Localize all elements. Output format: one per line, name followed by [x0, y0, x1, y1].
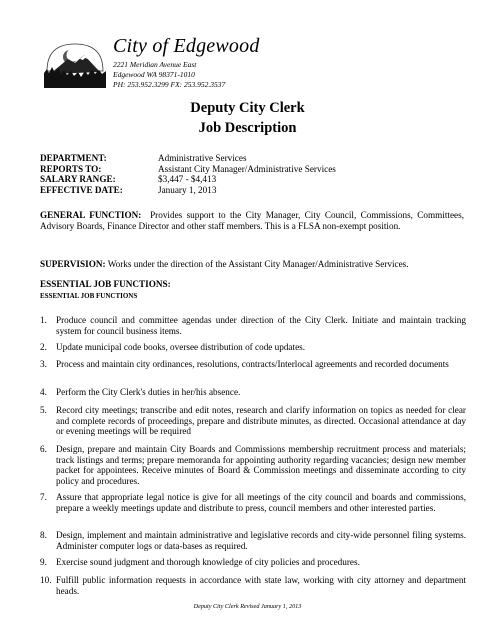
- address-line-street: 2221 Meridian Avenue East: [113, 60, 197, 69]
- job-info-table: [40, 153, 336, 195]
- list-item: [40, 405, 466, 437]
- supervision-label: SUPERVISION:: [40, 259, 106, 269]
- page-footer: Deputy City Clerk Revised January 1, 2013: [193, 603, 302, 610]
- info-value: $3,447 - $4,413: [158, 174, 217, 185]
- list-item: [40, 492, 466, 513]
- info-label: SALARY RANGE:: [40, 174, 116, 185]
- list-item-number: 2.: [40, 342, 47, 352]
- list-item: [40, 557, 466, 568]
- list-item-number: 4.: [40, 387, 47, 397]
- list-item-text: Perform the City Clerk's duties in her/his absence.: [56, 387, 241, 397]
- essential-functions-subheading: ESSENTIAL JOB FUNCTIONS: [40, 292, 138, 300]
- list-item-number: 3.: [40, 359, 47, 369]
- list-item-text: Update municipal code books, oversee distribution of code updates.: [56, 342, 306, 352]
- list-item: [40, 359, 466, 370]
- info-label: DEPARTMENT:: [40, 153, 107, 163]
- list-item-text: Process and maintain city ordinances, resolutions, contracts/Interlocal agreements and recorded documents: [56, 359, 449, 369]
- general-function-text: Provides support to the City Manager, City Council, Commissions, Committees, Advisory Boards, Finance Director and other staff members. This is a FLSA non-exempt position.: [40, 210, 464, 232]
- list-item-text: Fulfill public information requests in accordance with state law, working with city attorney and department heads.: [56, 575, 466, 596]
- mountain-logo-icon: [44, 41, 106, 88]
- info-row-salary-range: [40, 174, 336, 185]
- list-item-number: 8.: [40, 530, 47, 540]
- address-line-city: Edgewood WA 98371-1010: [113, 70, 195, 79]
- general-function-label: GENERAL FUNCTION:: [40, 210, 142, 220]
- letterhead-address: [113, 60, 225, 90]
- list-item: [40, 575, 466, 596]
- info-label: EFFECTIVE DATE:: [40, 184, 123, 195]
- info-row-department: [40, 153, 336, 164]
- document-title: Deputy City Clerk: [190, 100, 305, 116]
- info-value: January 1, 2013: [158, 184, 217, 195]
- general-function-paragraph: [40, 210, 464, 232]
- info-row-effective-date: [40, 185, 336, 196]
- list-item-text: Design, implement and maintain administrative and legislative records and city-wide personnel filing systems. Administer computer logs or data-bases as required.: [56, 530, 466, 551]
- list-item-text: Exercise sound judgment and thorough knowledge of city policies and procedures.: [56, 557, 360, 567]
- list-item-number: 6.: [40, 444, 47, 454]
- list-item-number: 9.: [40, 557, 47, 567]
- list-item: [40, 444, 466, 486]
- info-label: REPORTS TO:: [40, 163, 102, 174]
- info-value: Assistant City Manager/Administrative Services: [158, 163, 336, 174]
- document-subtitle: Job Description: [198, 120, 297, 136]
- list-item-text: Produce council and committee agendas under direction of the City Clerk. Initiate and maintain tracking system for council business items.: [56, 315, 466, 336]
- list-item-number: 5.: [40, 405, 47, 415]
- address-line-phone-fax: PH: 253.952.3299 FX: 253.952.3537: [113, 80, 226, 89]
- info-value: Administrative Services: [158, 153, 247, 163]
- list-item: [40, 387, 466, 398]
- list-item-number: 1.: [40, 315, 47, 325]
- list-item-number: 7.: [40, 492, 47, 502]
- supervision-text: Works under the direction of the Assistant City Manager/Administrative Services.: [107, 259, 409, 269]
- list-item-number: 10.: [40, 575, 52, 585]
- city-name: City of Edgewood: [113, 35, 260, 57]
- list-item: [40, 342, 466, 353]
- list-item-text: Record city meetings; transcribe and edit notes, research and clarify information on topics as needed for clear and complete records of proceedings, prepare and distribute minutes, as directed. Occasional attendance at day or evening meetings will be required: [56, 405, 466, 437]
- info-row-reports-to: [40, 164, 336, 175]
- supervision-paragraph: [40, 259, 464, 270]
- essential-functions-heading: ESSENTIAL JOB FUNCTIONS:: [40, 279, 171, 289]
- list-item-text: Assure that appropriate legal notice is give for all meetings of the city council and boards and commissions, prepare a weekly meetings update and distribute to press, council members and other interested parties.: [56, 492, 466, 513]
- list-item-text: Design, prepare and maintain City Boards and Commissions membership recruitment process and materials; track listings and terms; prepare memoranda for appointing authority regarding vacancies; design new member packet for appointees. Receive minutes of Board & Commission meetings and disseminate according to city policy and procedures.: [56, 444, 466, 486]
- list-item: [40, 530, 466, 551]
- list-item: [40, 315, 466, 336]
